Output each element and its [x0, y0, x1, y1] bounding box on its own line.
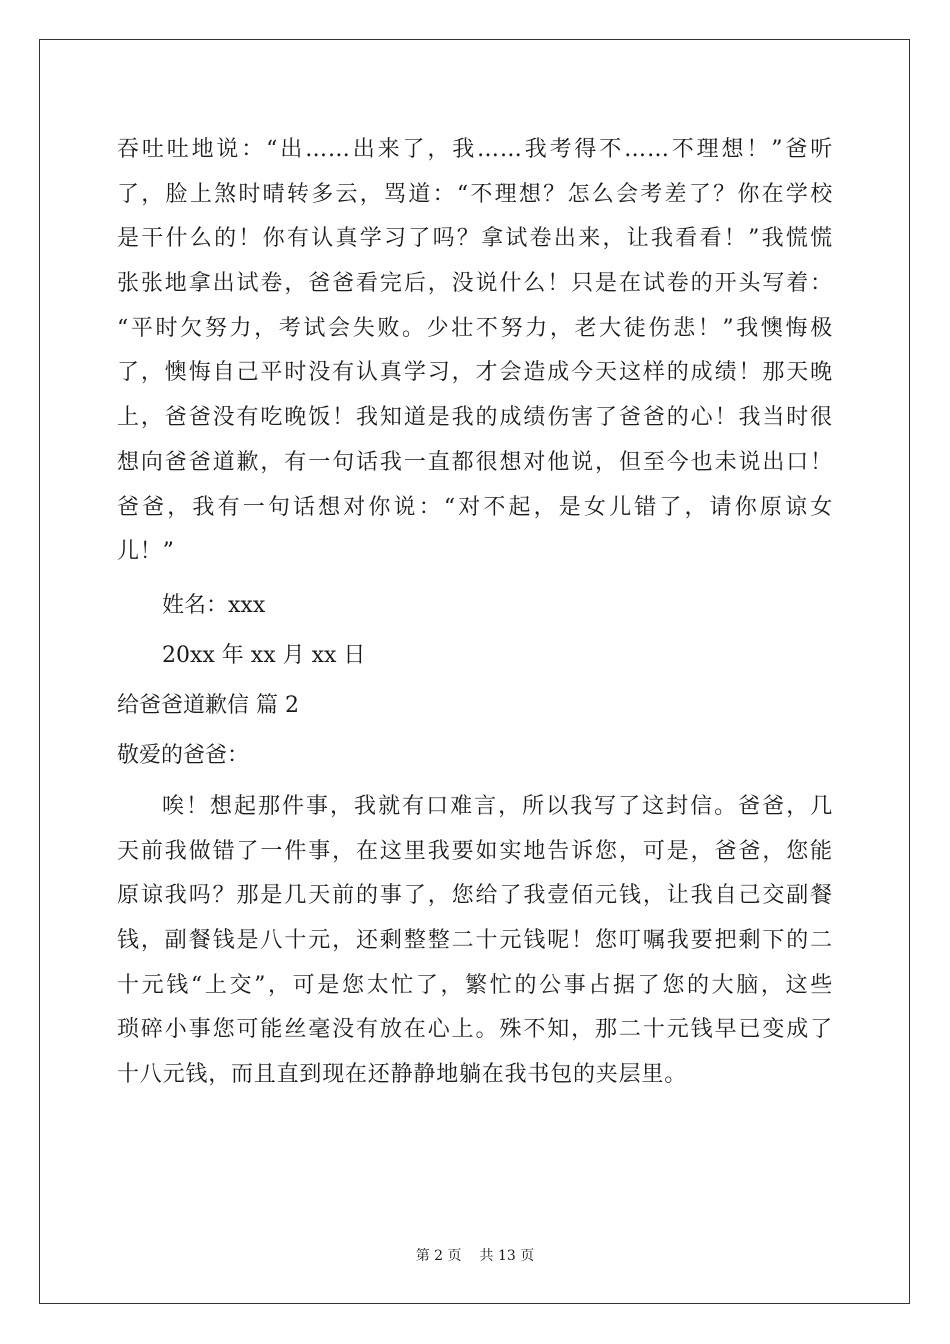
text-line: 天前我做错了一件事，在这里我要如实地告诉您，可是，爸爸，您能 [117, 838, 833, 864]
text-line: 上，爸爸没有吃晚饭！我知道是我的成绩伤害了爸爸的心！我当时很 [117, 405, 833, 431]
text-line: 张张地拿出试卷，爸爸看完后，没说什么！只是在试卷的开头写着： [117, 271, 833, 297]
letter2-title: 给爸爸道歉信 篇 2 [117, 692, 299, 718]
text-line: “平时欠努力，考试会失败。少壮不努力，老大徒伤悲！”我懊悔极 [117, 315, 833, 341]
letter1-paragraph [117, 128, 833, 575]
text-line: 了，懊悔自己平时没有认真学习，才会造成今天这样的成绩！那天晚 [117, 360, 833, 386]
text-line: 琐碎小事您可能丝毫没有放在心上。殊不知，那二十元钱早已变成了 [117, 1017, 833, 1043]
text-line: 唉！想起那件事，我就有口难言，所以我写了这封信。爸爸，几 [162, 793, 833, 819]
document-body [117, 128, 833, 1098]
signature-name: 姓名：xxx [162, 592, 266, 618]
text-line: 原谅我吗？那是几天前的事了，您给了我壹佰元钱，让我自己交副餐 [117, 883, 833, 909]
page-total: 共 13 页 [479, 1248, 535, 1264]
text-line: 儿！” [117, 539, 175, 565]
letter2-salutation: 敬爱的爸爸： [117, 742, 250, 768]
page-number: 第 2 页 [415, 1248, 462, 1264]
page-footer [0, 1245, 950, 1265]
text-line: 是干什么的！你有认真学习了吗？拿试卷出来，让我看看！”我慌慌 [117, 226, 833, 252]
text-line: 想向爸爸道歉，有一句话我一直都很想对他说，但至今也未说出口！ [117, 449, 833, 475]
text-line: 十八元钱，而且直到现在还静静地躺在我书包的夹层里。 [117, 1062, 688, 1087]
text-line: 钱，副餐钱是八十元，还剩整整二十元钱呢！您叮嘱我要把剩下的二 [117, 927, 833, 953]
letter2-paragraph [117, 785, 833, 1098]
text-line: 吞吐吐地说：“出……出来了，我……我考得不……不理想！”爸听 [117, 137, 833, 162]
text-line: 了，脸上煞时晴转多云，骂道：“不理想？怎么会考差了？你在学校 [117, 181, 833, 207]
signature-date: 20xx 年 xx 月 xx 日 [162, 642, 366, 668]
text-line: 十元钱“上交”，可是您太忙了，繁忙的公事占据了您的大脑，这些 [117, 972, 833, 998]
text-line: 爸爸，我有一句话想对你说：“对不起，是女儿错了，请你原谅女 [117, 494, 833, 520]
